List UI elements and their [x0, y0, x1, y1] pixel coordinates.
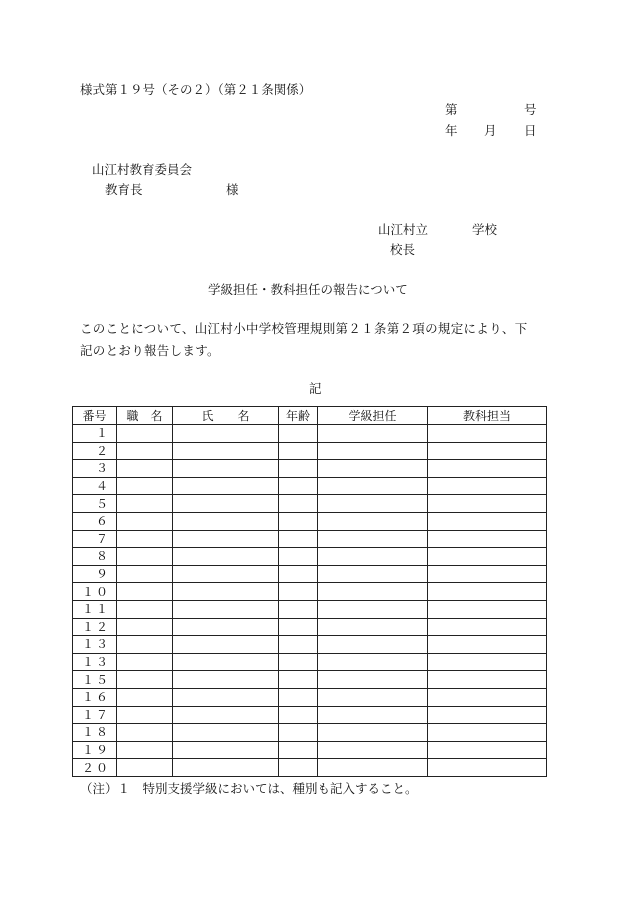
age-cell[interactable]	[279, 495, 318, 513]
homeroom-cell[interactable]	[318, 671, 428, 689]
age-cell[interactable]	[279, 706, 318, 724]
table-row	[73, 548, 547, 566]
name-cell[interactable]	[173, 600, 279, 618]
subject-cell[interactable]	[428, 495, 547, 513]
row-number: １７	[73, 706, 117, 724]
subject-cell[interactable]	[428, 636, 547, 654]
report-table	[72, 406, 547, 777]
subject-cell[interactable]	[428, 724, 547, 742]
table-row	[73, 442, 547, 460]
name-cell[interactable]	[173, 477, 279, 495]
age-cell[interactable]	[279, 759, 318, 777]
homeroom-cell[interactable]	[318, 495, 428, 513]
age-cell[interactable]	[279, 600, 318, 618]
position-cell[interactable]	[117, 565, 173, 583]
table-row	[73, 425, 547, 443]
position-cell[interactable]	[117, 460, 173, 478]
homeroom-cell[interactable]	[318, 565, 428, 583]
position-cell[interactable]	[117, 530, 173, 548]
homeroom-cell[interactable]	[318, 600, 428, 618]
row-number: １	[73, 425, 117, 443]
position-cell[interactable]	[117, 636, 173, 654]
header-number: 番号	[73, 407, 117, 425]
age-cell[interactable]	[279, 653, 318, 671]
addressee-title: 教育長	[105, 182, 143, 197]
homeroom-cell[interactable]	[318, 759, 428, 777]
subject-cell[interactable]	[428, 530, 547, 548]
name-cell[interactable]	[173, 530, 279, 548]
table-row	[73, 460, 547, 478]
subject-cell[interactable]	[428, 583, 547, 601]
subject-cell[interactable]	[428, 425, 547, 443]
name-cell[interactable]	[173, 548, 279, 566]
row-number: ２	[73, 442, 117, 460]
subject-cell[interactable]	[428, 600, 547, 618]
homeroom-cell[interactable]	[318, 636, 428, 654]
homeroom-cell[interactable]	[318, 530, 428, 548]
table-row	[73, 759, 547, 777]
body-line-1: このことについて、山江村小中学校管理規則第２１条第２項の規定により、下	[80, 321, 528, 336]
name-cell[interactable]	[173, 688, 279, 706]
homeroom-cell[interactable]	[318, 548, 428, 566]
position-cell[interactable]	[117, 600, 173, 618]
row-number: ３	[73, 460, 117, 478]
row-number: １３	[73, 636, 117, 654]
subject-cell[interactable]	[428, 688, 547, 706]
date-year: 年	[445, 123, 458, 138]
table-row	[73, 741, 547, 759]
row-number: ８	[73, 548, 117, 566]
position-cell[interactable]	[117, 583, 173, 601]
name-cell[interactable]	[173, 759, 279, 777]
row-number: ５	[73, 495, 117, 513]
table-header-row	[73, 407, 547, 425]
name-cell[interactable]	[173, 512, 279, 530]
name-cell[interactable]	[173, 671, 279, 689]
table-row	[73, 495, 547, 513]
addressee-org: 山江村教育委員会	[92, 162, 193, 177]
name-cell[interactable]	[173, 618, 279, 636]
header-age: 年齢	[279, 407, 318, 425]
position-cell[interactable]	[117, 759, 173, 777]
homeroom-cell[interactable]	[318, 688, 428, 706]
age-cell[interactable]	[279, 583, 318, 601]
position-cell[interactable]	[117, 495, 173, 513]
position-cell[interactable]	[117, 618, 173, 636]
age-cell[interactable]	[279, 530, 318, 548]
name-cell[interactable]	[173, 495, 279, 513]
name-cell[interactable]	[173, 653, 279, 671]
date-month: 月	[484, 123, 497, 138]
name-cell[interactable]	[173, 741, 279, 759]
row-number: ９	[73, 565, 117, 583]
table-row	[73, 565, 547, 583]
header-name: 氏 名	[173, 407, 279, 425]
table-row	[73, 671, 547, 689]
subject-cell[interactable]	[428, 706, 547, 724]
document-title: 学級担任・教科担任の報告について	[208, 282, 408, 297]
age-cell[interactable]	[279, 512, 318, 530]
table-row	[73, 653, 547, 671]
row-number: １８	[73, 724, 117, 742]
row-number: ４	[73, 477, 117, 495]
table-row	[73, 600, 547, 618]
footnote: （注）１ 特別支援学級においては、種別も記入すること。	[80, 781, 418, 796]
position-cell[interactable]	[117, 548, 173, 566]
position-cell[interactable]	[117, 477, 173, 495]
sender-title: 校長	[390, 242, 416, 257]
row-number: ６	[73, 512, 117, 530]
name-cell[interactable]	[173, 425, 279, 443]
date-day: 日	[524, 123, 537, 138]
homeroom-cell[interactable]	[318, 425, 428, 443]
position-cell[interactable]	[117, 706, 173, 724]
subject-cell[interactable]	[428, 741, 547, 759]
homeroom-cell[interactable]	[318, 706, 428, 724]
number-prefix: 第	[445, 102, 458, 117]
subject-cell[interactable]	[428, 460, 547, 478]
homeroom-cell[interactable]	[318, 653, 428, 671]
name-cell[interactable]	[173, 460, 279, 478]
homeroom-cell[interactable]	[318, 460, 428, 478]
homeroom-cell[interactable]	[318, 583, 428, 601]
position-cell[interactable]	[117, 442, 173, 460]
row-number: １０	[73, 583, 117, 601]
name-cell[interactable]	[173, 565, 279, 583]
position-cell[interactable]	[117, 724, 173, 742]
table-row	[73, 477, 547, 495]
homeroom-cell[interactable]	[318, 512, 428, 530]
ki-heading: 記	[309, 381, 322, 396]
header-homeroom: 学級担任	[318, 407, 428, 425]
row-number: １９	[73, 741, 117, 759]
age-cell[interactable]	[279, 636, 318, 654]
table-row	[73, 706, 547, 724]
homeroom-cell[interactable]	[318, 477, 428, 495]
body-line-2: 記のとおり報告します。	[80, 343, 220, 358]
name-cell[interactable]	[173, 442, 279, 460]
subject-cell[interactable]	[428, 477, 547, 495]
table-row	[73, 688, 547, 706]
age-cell[interactable]	[279, 477, 318, 495]
table-row	[73, 530, 547, 548]
age-cell[interactable]	[279, 442, 318, 460]
subject-cell[interactable]	[428, 759, 547, 777]
addressee-honorific: 様	[226, 182, 239, 197]
name-cell[interactable]	[173, 636, 279, 654]
homeroom-cell[interactable]	[318, 724, 428, 742]
subject-cell[interactable]	[428, 512, 547, 530]
sender-school-suffix: 学校	[472, 222, 498, 237]
homeroom-cell[interactable]	[318, 442, 428, 460]
sender-school-prefix: 山江村立	[378, 222, 429, 237]
age-cell[interactable]	[279, 671, 318, 689]
age-cell[interactable]	[279, 548, 318, 566]
age-cell[interactable]	[279, 688, 318, 706]
subject-cell[interactable]	[428, 548, 547, 566]
position-cell[interactable]	[117, 425, 173, 443]
name-cell[interactable]	[173, 583, 279, 601]
header-subject: 教科担当	[428, 407, 547, 425]
position-cell[interactable]	[117, 671, 173, 689]
table-row	[73, 583, 547, 601]
number-suffix: 号	[524, 102, 537, 117]
header-position: 職 名	[117, 407, 173, 425]
homeroom-cell[interactable]	[318, 741, 428, 759]
age-cell[interactable]	[279, 565, 318, 583]
subject-cell[interactable]	[428, 442, 547, 460]
row-number: １２	[73, 618, 117, 636]
age-cell[interactable]	[279, 724, 318, 742]
table-row	[73, 724, 547, 742]
row-number: ７	[73, 530, 117, 548]
name-cell[interactable]	[173, 724, 279, 742]
row-number: １６	[73, 688, 117, 706]
subject-cell[interactable]	[428, 618, 547, 636]
table-row	[73, 512, 547, 530]
body-paragraph	[80, 318, 550, 362]
homeroom-cell[interactable]	[318, 618, 428, 636]
position-cell[interactable]	[117, 688, 173, 706]
row-number: １１	[73, 600, 117, 618]
table-row	[73, 636, 547, 654]
row-number: １３	[73, 653, 117, 671]
subject-cell[interactable]	[428, 671, 547, 689]
subject-cell[interactable]	[428, 565, 547, 583]
position-cell[interactable]	[117, 741, 173, 759]
form-label: 様式第１９号（その２）（第２１条関係）	[80, 82, 312, 97]
age-cell[interactable]	[279, 618, 318, 636]
age-cell[interactable]	[279, 741, 318, 759]
name-cell[interactable]	[173, 706, 279, 724]
row-number: ２０	[73, 759, 117, 777]
row-number: １５	[73, 671, 117, 689]
subject-cell[interactable]	[428, 653, 547, 671]
age-cell[interactable]	[279, 425, 318, 443]
table-row	[73, 618, 547, 636]
age-cell[interactable]	[279, 460, 318, 478]
position-cell[interactable]	[117, 653, 173, 671]
position-cell[interactable]	[117, 512, 173, 530]
